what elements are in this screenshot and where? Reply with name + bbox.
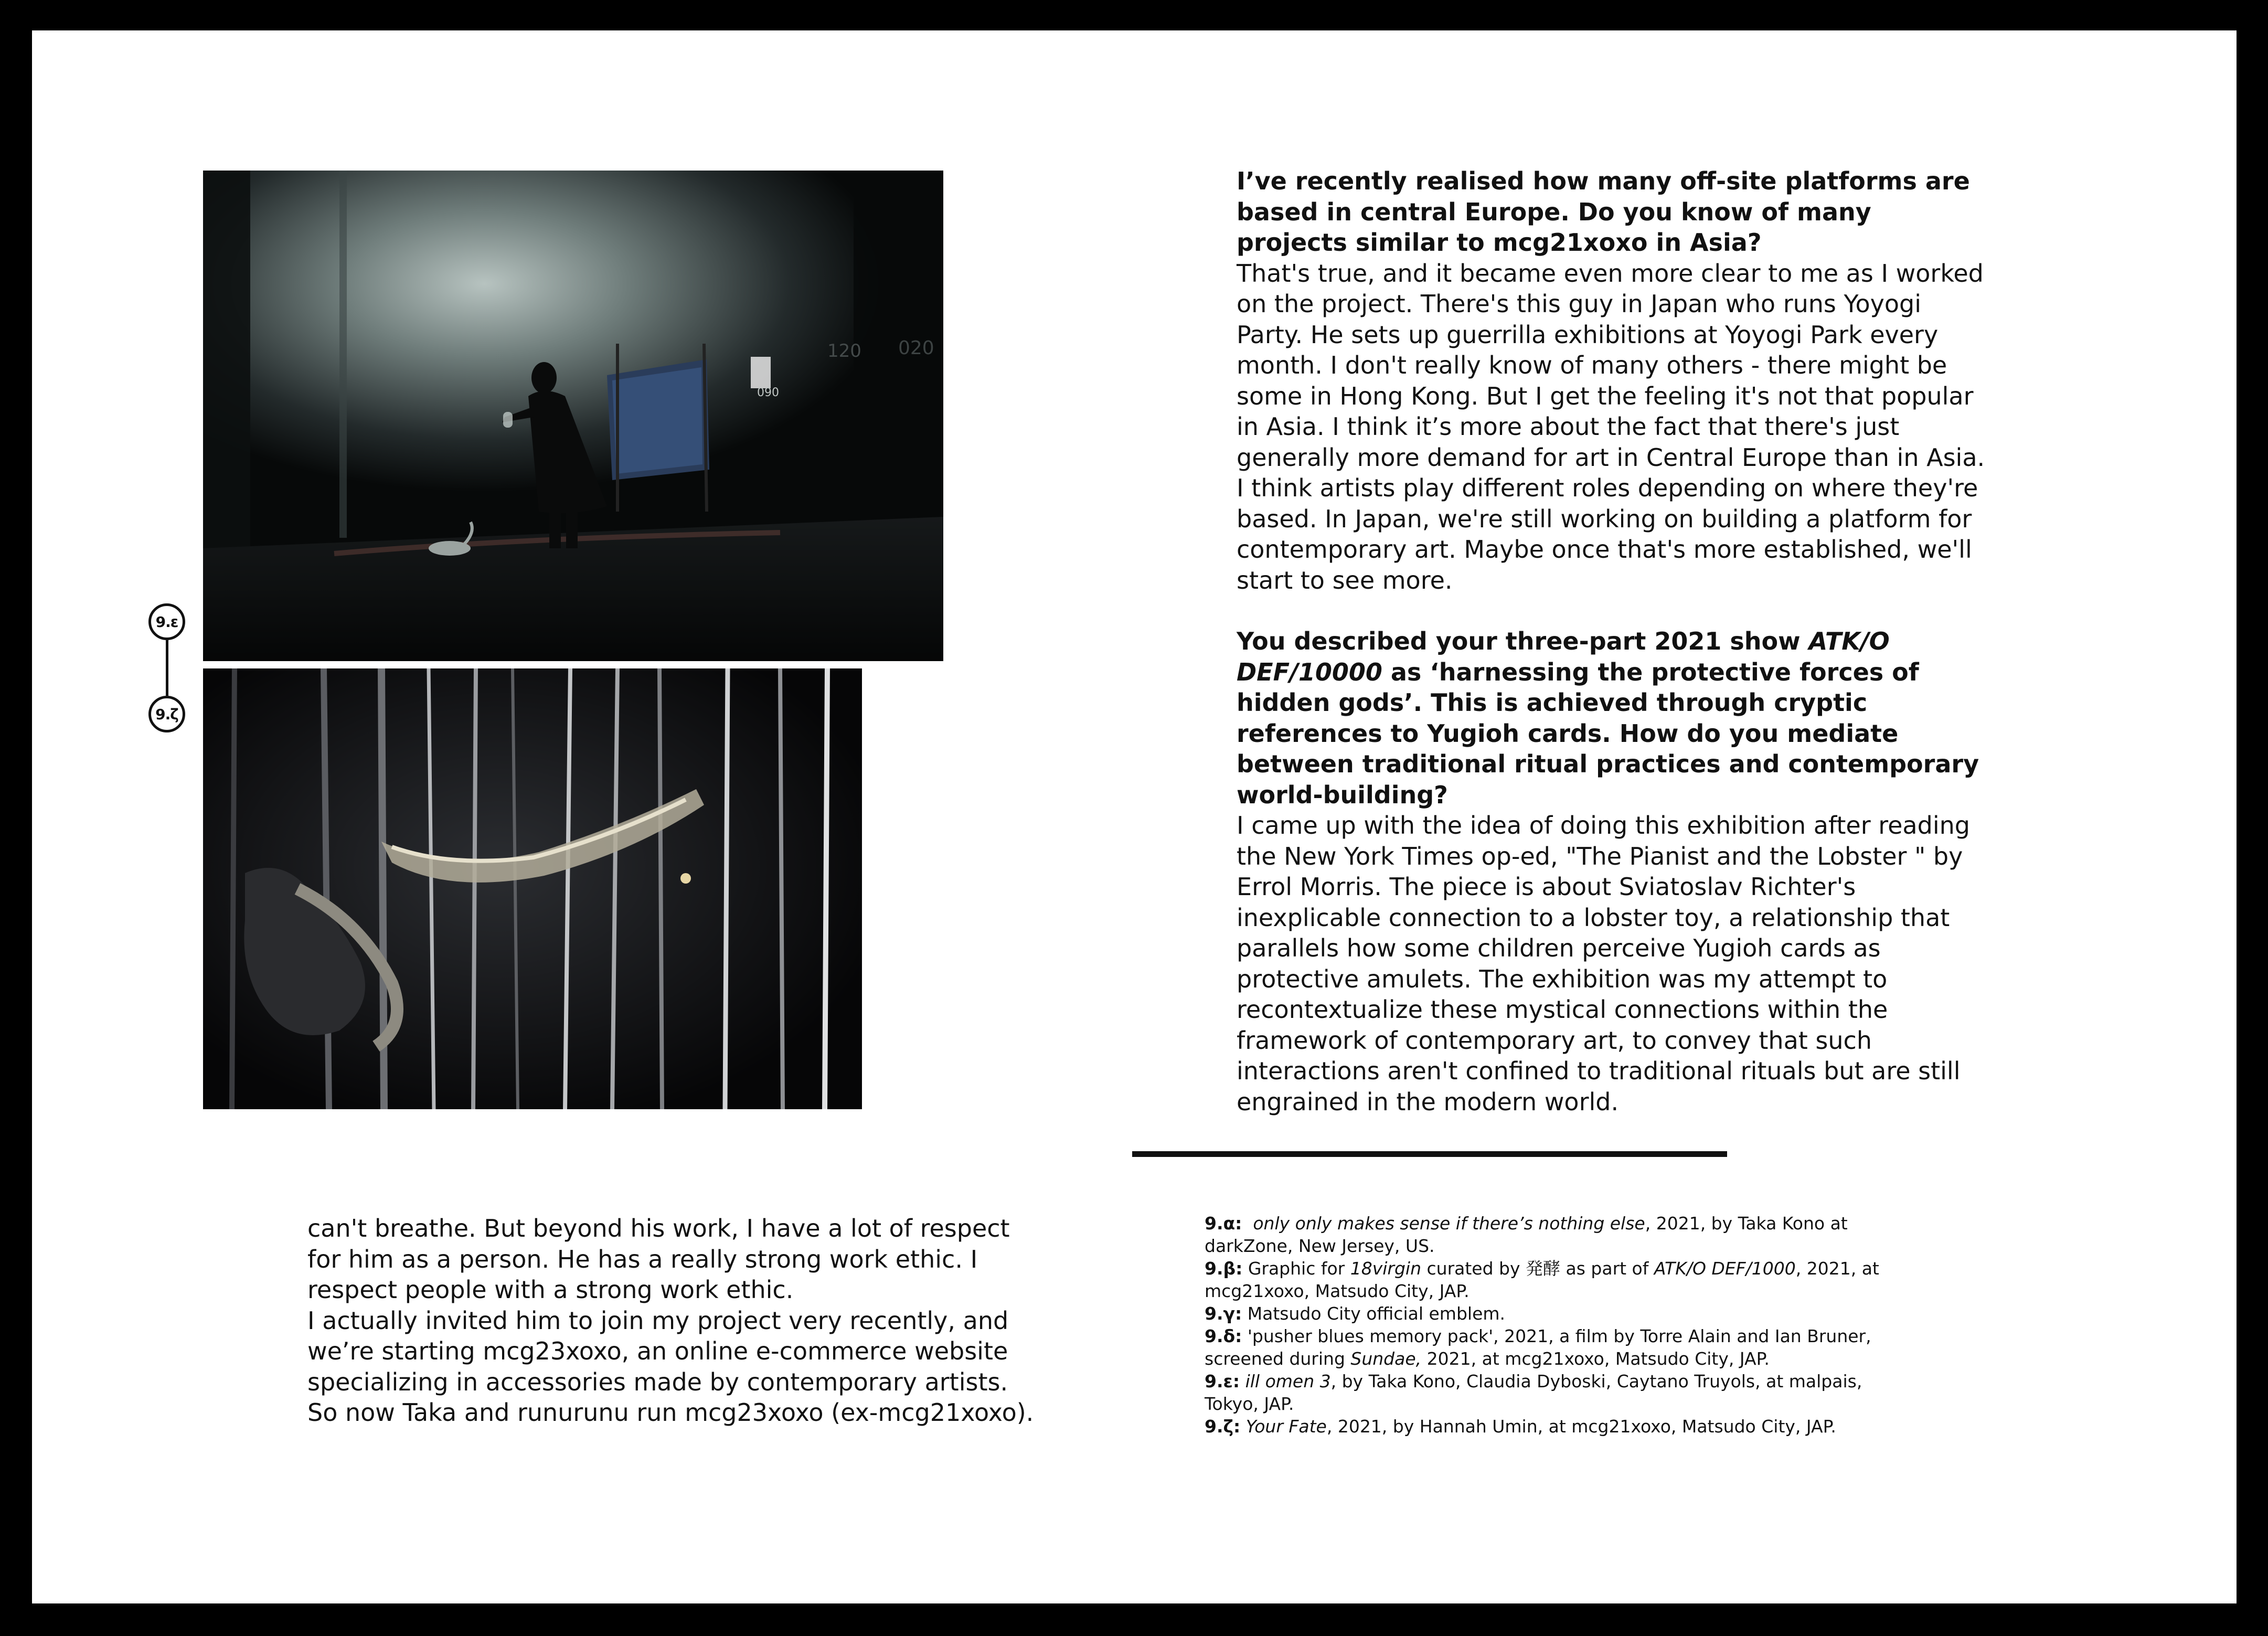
figure-captions (1205, 1212, 1897, 1438)
figure-marker-epsilon: 9.ε (148, 603, 185, 640)
caption-delta: 9.δ: 'pusher blues memory pack', 2021, a film by Torre Alain and Ian Bruner, screened during Sundae, 2021, at mcg21xoxo, Matsudo City, JAP. (1205, 1326, 1871, 1369)
answer-1: That's true, and it became even more clear to me as I worked on the project. There's this guy in Japan who runs Yoyogi Party. He sets up guerrilla exhibitions at Yoyogi Park every month. I don't really know of many others - there might be some in Hong Kong. But I get the feeling it's not that popular in Asia. I think it’s more about the fact that there's just generally more demand for art in Central Europe than in Asia. I think artists play different roles depending on where they're based. In Japan, we're still working on building a platform for contemporary art. Maybe once that's more established, we'll start to see more. (1237, 259, 1985, 594)
continuation-text (307, 1213, 1042, 1428)
divider-rule (1132, 1151, 1727, 1157)
answer-2: I came up with the idea of doing this exhibition after reading the New York Times op-ed, "The Pianist and the Lobster " by Errol Morris. The piece is about Sviatoslav Richter's inexplicable connection to a lobster toy, a relationship that parallels how some children perceive Yugioh cards as protective amulets. The exhibition was my attempt to recontextualize these mystical connections within the framework of contemporary art, to convey that such interactions aren't confined to traditional rituals but are still engrained in the modern world. (1237, 811, 1970, 1116)
caption-gamma: 9.γ: Matsudo City official emblem. (1205, 1303, 1506, 1324)
page (32, 30, 2237, 1603)
photo-hanging-chains (203, 668, 862, 1109)
photo-dark-room (203, 171, 943, 663)
show-title: ATK/O DEF/10000 (1237, 627, 1890, 686)
wall-number-1: 120 (827, 341, 861, 362)
marker-connector-line (166, 640, 168, 696)
caption-zeta: 9.ζ: Your Fate, 2021, by Hannah Umin, at mcg21xoxo, Matsudo City, JAP. (1205, 1416, 1836, 1437)
wall-number-2: 020 (898, 337, 934, 359)
continuation-paragraph-2: I actually invited him to join my project very recently, and we’re starting mcg23xoxo, an online e-commerce website specializing in accessories made by contemporary artists. So now Taka and runurunu run mcg23xoxo (ex-mcg21xoxo). (307, 1306, 1034, 1427)
question-2: You described your three-part 2021 show ATK/O DEF/10000 as ‘harnessing the protective forces of hidden gods’. This is achieved through cryptic references to Yugioh cards. How do you mediate between traditional ritual practices and contemporary world-building? (1237, 627, 1979, 809)
question-1: I’ve recently realised how many off-site platforms are based in central Europe. Do you know of many projects similar to mcg21xoxo in Asia? (1237, 167, 1970, 257)
caption-beta: 9.β: Graphic for 18virgin curated by 発酵 as part of ATK/O DEF/1000, 2021, at mcg21xoxo, Matsudo City, JAP. (1205, 1258, 1879, 1301)
caption-epsilon: 9.ε: ill omen 3, by Taka Kono, Claudia Dyboski, Caytano Truyols, at malpais, Tokyo, JAP. (1205, 1371, 1862, 1414)
figure-marker-zeta: 9.ζ (148, 696, 185, 732)
interview-column (1237, 166, 1987, 1117)
continuation-paragraph-1: can't breathe. But beyond his work, I have a lot of respect for him as a person. He has a really strong work ethic. I respect people with a strong work ethic. (307, 1214, 1010, 1304)
wall-number-3: 090 (757, 386, 779, 399)
caption-alpha: 9.α: only only makes sense if there’s nothing else, 2021, by Taka Kono at darkZone, New Jersey, US. (1205, 1213, 1848, 1256)
